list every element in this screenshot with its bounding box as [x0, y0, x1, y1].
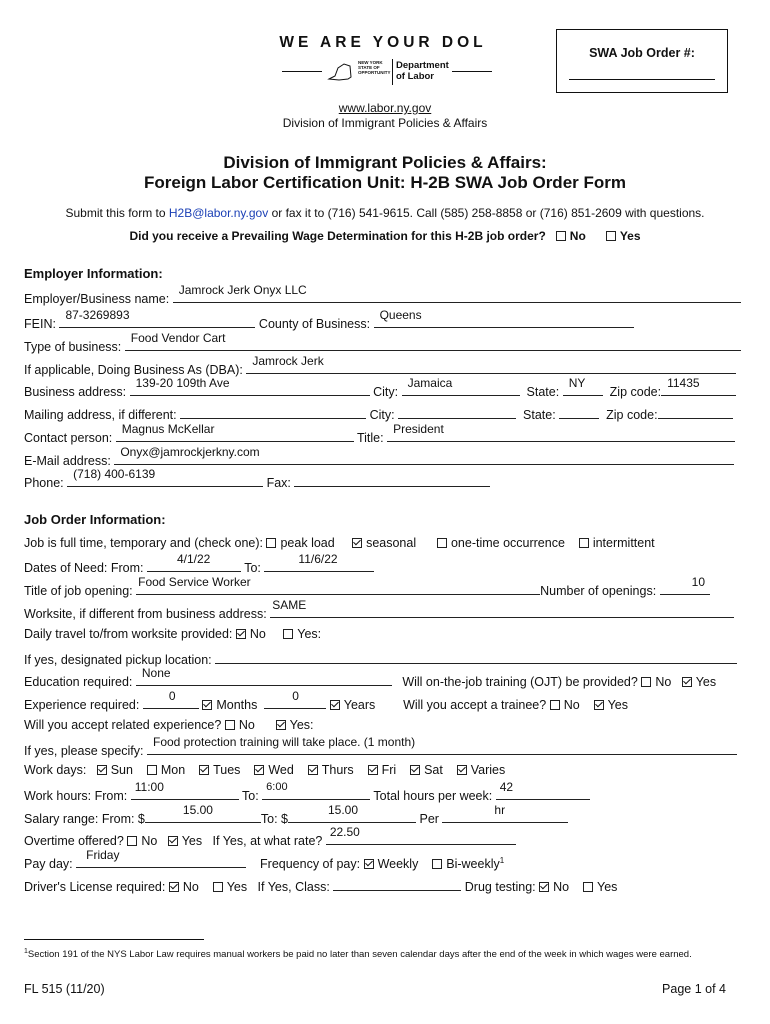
travel-yes-checkbox[interactable]: [283, 629, 293, 639]
frequency-label: Frequency of pay:: [260, 857, 361, 872]
drug-no-label: No: [553, 880, 570, 894]
job-order-field[interactable]: [569, 79, 715, 80]
prevailing-question: Did you receive a Prevailing Wage Determination for this H-2B job order?: [129, 229, 546, 243]
day-fri-label: Fri: [381, 763, 397, 777]
day-varies-checkbox[interactable]: [457, 765, 467, 775]
worksite-value: SAME: [272, 598, 307, 612]
ojt-no-checkbox[interactable]: [641, 677, 651, 687]
logo-text: WE ARE YOUR DOL: [279, 34, 487, 51]
business-type-field[interactable]: [125, 331, 741, 351]
hours-to-field[interactable]: [262, 781, 370, 800]
footnote-mark: 1: [24, 948, 28, 955]
trainee-yes-label: Yes: [607, 698, 628, 712]
phone-value: (718) 400-6139: [73, 467, 156, 481]
dba-label: If applicable, Doing Business As (DBA):: [24, 363, 243, 377]
hours-from-field[interactable]: [131, 780, 239, 800]
per-field[interactable]: [442, 803, 568, 823]
day-thurs-label: Thurs: [321, 763, 354, 777]
city-field[interactable]: [402, 376, 520, 396]
mailing-zip-field[interactable]: [658, 404, 733, 419]
form-title-line1: Division of Immigrant Policies & Affairs:: [223, 153, 547, 172]
day-sat-label: Sat: [424, 763, 443, 777]
day-sun-checkbox[interactable]: [97, 765, 107, 775]
per-value: hr: [494, 803, 506, 817]
trainee-yes-checkbox[interactable]: [594, 700, 604, 710]
salary-from-label: Salary range: From: $: [24, 812, 145, 826]
salary-to-value: 15.00: [328, 803, 359, 817]
employer-heading: Employer Information:: [24, 266, 163, 281]
worksite-field[interactable]: [270, 598, 734, 618]
county-label: County of Business:: [258, 317, 371, 331]
logo-state: NEW YORK STATE OF OPPORTUNITY: [358, 60, 391, 75]
education-field[interactable]: [136, 666, 392, 686]
day-tues-label: Tues: [213, 763, 241, 777]
day-sat-checkbox[interactable]: [410, 765, 420, 775]
business-name-label: Employer/Business name:: [24, 292, 170, 306]
dol-logo: [268, 34, 498, 88]
hours-to-value: 6:00: [266, 781, 288, 793]
fax-label: Fax:: [266, 476, 291, 490]
mailing-field[interactable]: [180, 404, 366, 419]
ojt-no-label: No: [655, 675, 672, 689]
openings-label: Number of openings:: [540, 584, 657, 598]
contact-title-label: Title:: [356, 431, 384, 445]
job-title-value: Food Service Worker: [138, 575, 251, 589]
footnote-divider: [24, 939, 204, 940]
rate-field[interactable]: [326, 825, 516, 845]
overtime-yes-label: Yes: [181, 834, 203, 848]
address-value: 139-20 109th Ave: [135, 376, 230, 390]
related-yes-label: Yes:: [289, 718, 314, 732]
license-yes-label: Yes: [226, 880, 248, 894]
phone-field[interactable]: [67, 467, 263, 487]
ny-state-icon: [326, 62, 356, 84]
related-no-checkbox[interactable]: [225, 720, 235, 730]
drug-yes-checkbox[interactable]: [583, 882, 593, 892]
per-label: Per: [419, 812, 439, 826]
payday-field[interactable]: [76, 848, 246, 868]
openings-value: 10: [691, 575, 706, 589]
footnote-text: Section 191 of the NYS Labor Law requires manual workers be paid no later than seven calendar days after the end of the week in which wages were earned.: [27, 949, 692, 961]
mailing-state-field[interactable]: [559, 404, 599, 419]
drug-label: Drug testing:: [464, 880, 536, 894]
seasonal-label: seasonal: [366, 536, 417, 550]
total-hours-label: Total hours per week:: [373, 789, 493, 803]
logo-department: Department of Labor: [396, 60, 449, 82]
contact-label: Contact person:: [24, 431, 113, 445]
salary-to-label: To: $: [260, 812, 288, 826]
workdays-label: Work days:: [24, 763, 87, 777]
day-thurs-checkbox[interactable]: [308, 765, 318, 775]
fein-label: FEIN:: [24, 317, 56, 331]
dba-field[interactable]: [246, 354, 736, 374]
openings-field[interactable]: [660, 575, 710, 595]
ojt-yes-checkbox[interactable]: [682, 677, 692, 687]
trainee-label: Will you accept a trainee?: [403, 698, 547, 712]
form-id: FL 515 (11/20): [24, 982, 105, 996]
pickup-label: If yes, designated pickup location:: [24, 653, 212, 667]
class-label: If Yes, Class:: [257, 880, 330, 894]
job-order-box: [556, 29, 728, 93]
zip-label: Zip code:: [609, 385, 662, 399]
intermittent-label: intermittent: [592, 536, 655, 550]
job-heading: Job Order Information:: [24, 512, 166, 527]
trainee-no-checkbox[interactable]: [550, 700, 560, 710]
total-hours-value: 42: [499, 780, 514, 794]
day-varies-label: Varies: [470, 763, 506, 777]
date-to-value: 11/6/22: [298, 552, 338, 566]
address-label: Business address:: [24, 385, 127, 399]
phone-label: Phone:: [24, 476, 64, 490]
city-label: City:: [373, 385, 399, 399]
email-link[interactable]: H2B@labor.ny.gov: [168, 206, 269, 220]
travel-no-checkbox[interactable]: [236, 629, 246, 639]
overtime-label: Overtime offered?: [24, 834, 124, 848]
job-title-label: Title of job opening:: [24, 584, 133, 598]
mailing-city-label: City:: [369, 408, 395, 422]
biweekly-label: Bi-weekly: [446, 857, 500, 872]
experience-label: Experience required:: [24, 698, 140, 712]
overtime-no-label: No: [141, 834, 158, 848]
state-value: NY: [568, 376, 586, 390]
exp-months-value: 0: [168, 689, 176, 703]
mailing-state-label: State:: [523, 408, 556, 422]
salary-from-field[interactable]: [145, 803, 261, 823]
date-from-value: 4/1/22: [176, 552, 211, 566]
months-label: Months: [216, 698, 258, 712]
mailing-zip-label: Zip code:: [606, 408, 658, 422]
state-field[interactable]: [563, 376, 603, 396]
fein-field[interactable]: [59, 308, 255, 328]
total-hours-field[interactable]: [496, 780, 590, 800]
specify-label: If yes, please specify:: [24, 744, 144, 758]
dates-from-label: Dates of Need: From:: [24, 561, 144, 575]
biweekly-footnote-mark: 1: [499, 856, 505, 865]
rate-label: If Yes, at what rate?: [212, 834, 323, 848]
website-link[interactable]: www.labor.ny.gov: [338, 101, 432, 115]
weekly-label: Weekly: [377, 857, 419, 872]
travel-yes-label: Yes:: [297, 627, 322, 641]
overtime-yes-checkbox[interactable]: [168, 836, 178, 846]
related-label: Will you accept related experience?: [24, 718, 222, 732]
license-no-checkbox[interactable]: [169, 882, 179, 892]
education-label: Education required:: [24, 675, 133, 689]
weekly-checkbox[interactable]: [364, 859, 374, 869]
mailing-label: Mailing address, if different:: [24, 408, 177, 422]
specify-field[interactable]: [147, 735, 737, 755]
city-value: Jamaica: [407, 376, 453, 390]
overtime-no-checkbox[interactable]: [127, 836, 137, 846]
business-name-value: Jamrock Jerk Onyx LLC: [178, 283, 307, 297]
form-title-line2: Foreign Labor Certification Unit: H-2B SWA Job Order Form: [143, 173, 626, 192]
seasonal-checkbox[interactable]: [352, 538, 362, 548]
day-fri-checkbox[interactable]: [368, 765, 378, 775]
day-mon-label: Mon: [160, 763, 186, 777]
exp-months-field[interactable]: [143, 689, 199, 709]
rate-value: 22.50: [329, 825, 360, 839]
contact-value: Magnus McKellar: [121, 422, 215, 436]
payday-value: Friday: [86, 848, 120, 863]
specify-value: Food protection training will take place. (1 month): [153, 735, 416, 749]
months-checkbox[interactable]: [202, 700, 212, 710]
salary-from-value: 15.00: [182, 803, 213, 817]
hours-from-value: 11:00: [134, 780, 164, 794]
ojt-yes-label: Yes: [695, 675, 717, 689]
fein-value: 87-3269893: [65, 308, 130, 322]
pickup-field[interactable]: [215, 649, 737, 664]
years-label: Years: [343, 698, 376, 712]
exp-years-value: 0: [292, 689, 299, 703]
education-value: None: [141, 666, 171, 680]
day-sun-label: Sun: [110, 763, 133, 777]
one-time-label: one-time occurrence: [450, 536, 565, 550]
zip-field[interactable]: [661, 376, 736, 396]
biweekly-checkbox[interactable]: [432, 859, 442, 869]
travel-label: Daily travel to/from worksite provided:: [24, 627, 233, 641]
contact-field[interactable]: [116, 422, 354, 442]
dates-to-label: To:: [244, 561, 261, 575]
peak-load-checkbox[interactable]: [266, 538, 276, 548]
zip-value: 11435: [667, 376, 700, 390]
email-label: E-Mail address:: [24, 454, 111, 468]
license-yes-checkbox[interactable]: [213, 882, 223, 892]
prevailing-no-label: No: [569, 229, 586, 243]
trainee-no-label: No: [563, 698, 580, 712]
job-order-label: SWA Job Order #:: [589, 46, 695, 60]
exp-years-field[interactable]: [264, 689, 326, 709]
ojt-label: Will on-the-job training (OJT) be provided?: [402, 675, 638, 689]
license-label: Driver's License required:: [24, 880, 166, 894]
contact-title-value: President: [393, 422, 444, 436]
salary-to-field[interactable]: [288, 803, 416, 823]
class-field[interactable]: [333, 876, 461, 891]
day-wed-label: Wed: [268, 763, 294, 777]
peak-load-label: peak load: [280, 536, 335, 550]
submit-text-suffix: or fax it to (716) 541-9615. Call (585) 258-8858 or (716) 851-2609 with questions.: [268, 206, 705, 220]
date-from-field[interactable]: [147, 552, 241, 572]
intermittent-checkbox[interactable]: [579, 538, 589, 548]
email-value: Onyx@jamrockjerkny.com: [120, 445, 260, 459]
hours-from-label: Work hours: From:: [24, 789, 128, 803]
business-type-label: Type of business:: [24, 340, 122, 354]
mailing-city-field[interactable]: [398, 404, 516, 419]
division-name: Division of Immigrant Policies & Affairs: [282, 116, 488, 130]
day-mon-checkbox[interactable]: [147, 765, 157, 775]
submit-text: Submit this form to: [65, 206, 169, 220]
hours-to-label: To:: [242, 789, 259, 803]
job-title-field[interactable]: [136, 575, 540, 595]
day-tues-checkbox[interactable]: [199, 765, 209, 775]
related-yes-checkbox[interactable]: [276, 720, 286, 730]
drug-yes-label: Yes: [597, 880, 618, 894]
license-no-label: No: [182, 880, 199, 894]
worksite-label: Worksite, if different from business address:: [24, 607, 267, 621]
business-type-value: Food Vendor Cart: [130, 331, 226, 345]
drug-no-checkbox[interactable]: [539, 882, 549, 892]
fax-field[interactable]: [294, 472, 490, 487]
travel-no-label: No: [249, 627, 266, 641]
years-checkbox[interactable]: [330, 700, 340, 710]
page-number: Page 1 of 4: [662, 982, 726, 996]
county-value: Queens: [379, 308, 422, 322]
county-field[interactable]: [374, 308, 634, 328]
contact-title-field[interactable]: [387, 422, 735, 442]
state-label: State:: [526, 385, 560, 399]
day-wed-checkbox[interactable]: [254, 765, 264, 775]
payday-label: Pay day:: [24, 857, 73, 872]
prevailing-yes-checkbox[interactable]: [606, 231, 616, 241]
date-to-field[interactable]: [264, 552, 374, 572]
one-time-checkbox[interactable]: [437, 538, 447, 548]
prevailing-no-checkbox[interactable]: [556, 231, 566, 241]
address-field[interactable]: [130, 376, 370, 396]
business-name-field[interactable]: [173, 283, 741, 303]
fulltime-label: Job is full time, temporary and (check one):: [24, 536, 263, 550]
email-field[interactable]: [114, 445, 734, 465]
related-no-label: No: [238, 718, 255, 732]
dba-value: Jamrock Jerk: [252, 354, 324, 368]
footnote: [24, 946, 730, 961]
prevailing-yes-label: Yes: [619, 229, 641, 243]
